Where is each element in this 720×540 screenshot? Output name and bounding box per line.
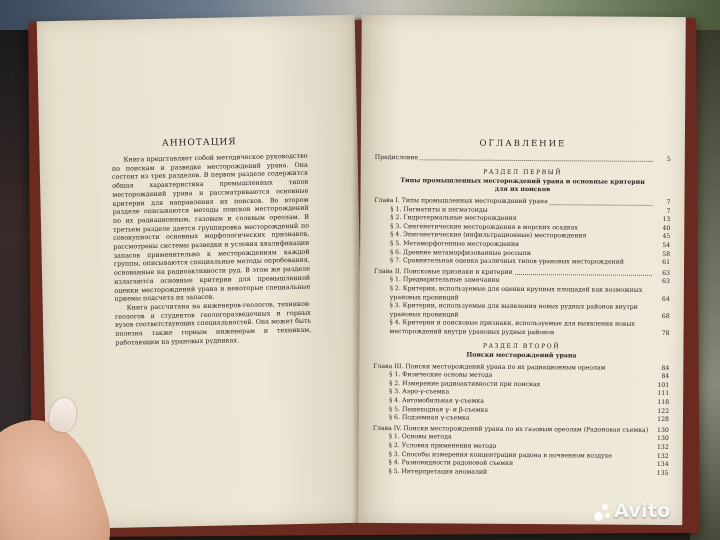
- toc-entry: § 1. Основы метода: [388, 433, 452, 441]
- right-page: [358, 15, 686, 525]
- toc-page: 40: [662, 224, 671, 232]
- toc-entry: § 5. Метаморфогенные месторождения: [390, 240, 520, 248]
- toc-page: 7: [666, 198, 671, 207]
- toc-page: 130: [656, 435, 669, 443]
- toc-page: 128: [657, 416, 669, 424]
- toc-page: 135: [656, 469, 669, 477]
- toc-title: ОГЛАВЛЕНИЕ: [479, 138, 567, 150]
- toc-page: 122: [657, 407, 670, 415]
- toc-page: 45: [662, 233, 671, 241]
- part-heading: РАЗДЕЛ ПЕРВЫЙ: [483, 168, 563, 177]
- toc-item: [374, 257, 670, 268]
- toc-item: [374, 302, 670, 321]
- toc-entry: § 3. Критерии, используемые для выявления новых рудных районов внутри урановых провинций: [389, 302, 638, 319]
- toc-entry: Глава IV. Поиски месторождений урана по их газовым ореолам (Радоновая съемка): [372, 424, 649, 434]
- annotation-paragraph: Книга представляет собой методическое руководство по поискам и разведке месторождений урана. Она состоит из трех разделов. В первом разделе содержится общая характеристика промышленных типов месторождений урана и рассматриваются основные критерии для направления их поисков. Во втором разделе описываются методы поисков месторождений по их радиационным, газовым и солевым ореолам. В третьем разделе дается группировка месторождений по совокупности основных морфологических признаков, рассмотрены системы разведки и условия квалификации запасов применительно к месторождениям каждой группы, описываются специальные методы опробования, основанные на радиоактивности руд. В этом же разделе излагаются основные критерии для промышленной оценки месторождений урана и некоторые специальные приемы подсчета их запасов.: [111, 151, 311, 304]
- toc-entry: § 1. Физические основы метода: [389, 371, 493, 380]
- toc-page: 54: [662, 241, 671, 249]
- toc-page: 134: [656, 461, 669, 469]
- toc-page: 118: [657, 398, 670, 407]
- toc-page: 64: [661, 295, 670, 303]
- toc-page: 130: [657, 426, 669, 434]
- part-subtitle: Поиски месторождений урана: [466, 351, 577, 360]
- toc-page: 61: [662, 259, 671, 267]
- toc-page: 63: [662, 269, 671, 277]
- toc-entry: § 1. Пегматиты и пегматоиды: [390, 205, 488, 214]
- toc-item: [373, 468, 669, 479]
- toc-entry: § 2. Гидротермальные месторождения: [390, 214, 517, 223]
- annotation-title: АННОТАЦИЯ: [161, 137, 237, 149]
- toc-item: [374, 285, 670, 304]
- toc-page: 111: [657, 390, 670, 398]
- toc-entry: § 6. Подземная γ-съемка: [388, 414, 470, 422]
- toc-page: 84: [661, 364, 670, 372]
- toc-entry: § 5. Интерпретация аномалий: [388, 467, 488, 476]
- toc-entry: § 3. Аэро-γ-съемка: [389, 388, 450, 396]
- toc-page: 7: [666, 207, 671, 215]
- toc-page: 132: [656, 452, 669, 460]
- watermark-text: Avito: [614, 500, 671, 522]
- toc-entry: § 4. Эпигенетические (инфильтрационные) месторождения: [390, 231, 587, 240]
- part-heading: РАЗДЕЛ ВТОРОЙ: [482, 343, 561, 351]
- watermark-logo: [594, 504, 612, 522]
- toc-page: 101: [657, 381, 670, 389]
- toc-page: 58: [662, 250, 671, 258]
- toc-entry: § 1. Предварительные замечания: [389, 276, 500, 285]
- part-subtitle: Типы промышленных месторождений урана и основные критерии для их поисков: [400, 176, 645, 194]
- toc-item: [373, 414, 669, 425]
- toc-entry: § 2. Критерии, используемые для оценки крупных площадей как возможных урановых провинций: [389, 284, 643, 302]
- toc-entry: § 3. Способы измерения концентрации радона в почвенном воздухе: [388, 450, 612, 460]
- toc-entry: § 4. Критерии и поисковые признаки, используемые для выявления новых месторождений внутри урановых рудных районов: [389, 319, 635, 337]
- toc-page: 68: [661, 312, 670, 320]
- left-page: [37, 15, 366, 530]
- toc-page: 5: [666, 155, 671, 163]
- toc-item: [374, 319, 670, 338]
- toc-row: [375, 154, 671, 165]
- toc-entry: § 4. Разновидности радоновой съемки: [388, 459, 514, 468]
- annotation-paragraph: Книга рассчитана на инженеров-геологов, техников-геологов и студентов геологоразведочных и горных вузов соответствующих специальностей. Она может быть полезна также горным инженерам и техникам, работающим на урановых рудниках.: [114, 299, 312, 347]
- toc-entry: Глава II. Поисковые признаки и критерии: [373, 267, 513, 276]
- toc-entry: § 2. Условия применения метода: [388, 442, 497, 450]
- table-of-contents: [373, 139, 671, 478]
- toc-entry: § 5. Пешеходная γ- и β-съемка: [389, 405, 489, 414]
- toc-entry: § 7. Сравнительная оценка различных типов урановых месторождений: [390, 257, 625, 266]
- toc-entry: § 2. Измерение радиоактивности при поисках: [389, 379, 541, 388]
- toc-entry: § 6. Древние метаморфизованные россыпи: [390, 248, 532, 257]
- toc-page: 84: [661, 373, 670, 381]
- annotation-text: [112, 152, 312, 348]
- toc-entry: § 4. Автомобильная γ-съемка: [389, 397, 484, 405]
- toc-page: 63: [662, 278, 670, 286]
- toc-entry: § 3. Сингенетические месторождения в морских осадках: [390, 222, 578, 232]
- toc-entry: Предисловие: [374, 153, 419, 161]
- toc-page: 132: [656, 443, 669, 452]
- toc-entry: Глава I. Типы промышленных месторождений урана: [374, 196, 548, 206]
- toc-page: 13: [662, 216, 671, 224]
- toc-page: 78: [661, 329, 670, 337]
- toc-entry: Глава III. Поиски месторождений урана по их радиационным ореолам: [373, 362, 606, 372]
